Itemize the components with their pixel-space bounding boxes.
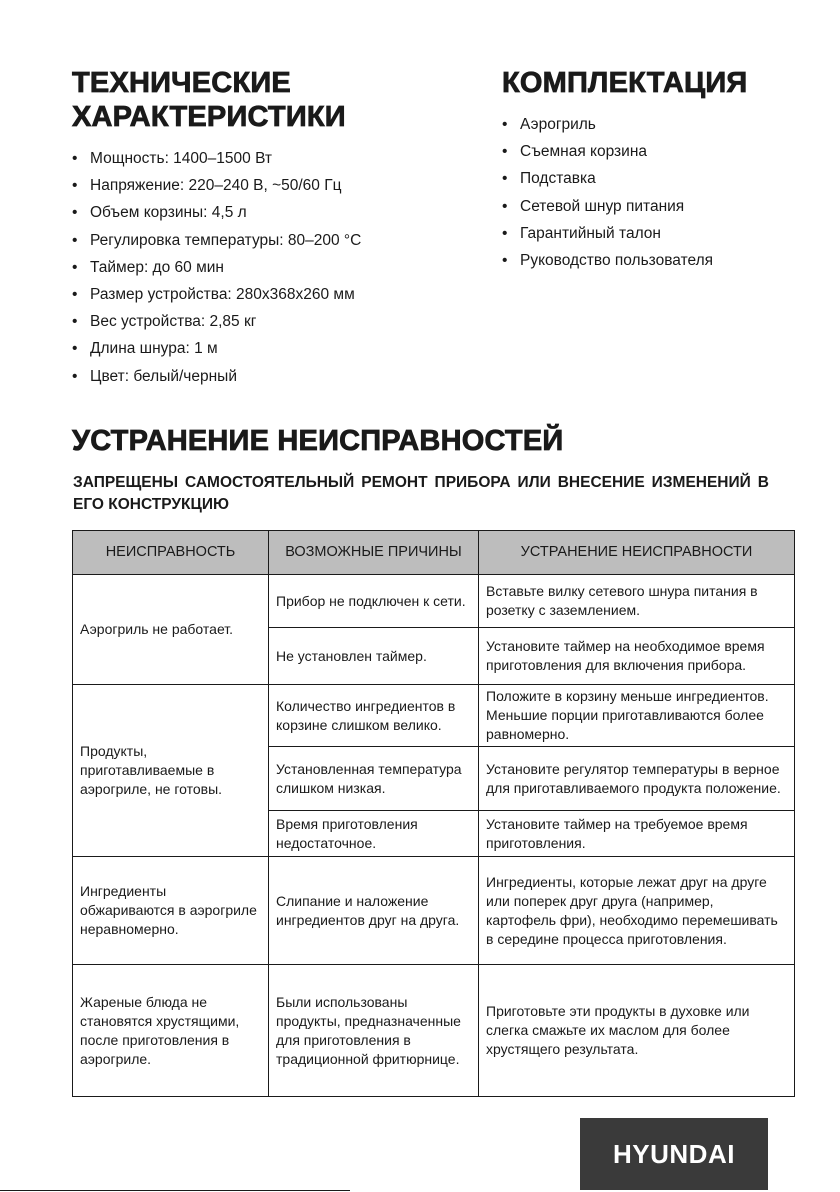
troubleshooting-table: [72, 530, 795, 1097]
specs-item: • Длина шнура: 1 м: [72, 335, 361, 362]
solution-cell: Установите регулятор температуры в верное для приготавливаемого продукта положение.: [479, 747, 795, 811]
table-row: [73, 685, 795, 747]
troubleshooting-title: УСТРАНЕНИЕ НЕИСПРАВНОСТЕЙ: [72, 425, 564, 457]
table-row: [73, 575, 795, 628]
problem-cell: Продукты, приготавливаемые в аэрогриле, не готовы.: [73, 685, 269, 857]
specs-item: • Размер устройства: 280х368х260 мм: [72, 281, 361, 308]
cause-cell: Были использованы продукты, предназначенные для приготовления в традиционной фритюрнице.: [269, 965, 479, 1097]
header-solution: УСТРАНЕНИЕ НЕИСПРАВНОСТИ: [479, 531, 795, 575]
solution-cell: Вставьте вилку сетевого шнура питания в розетку с заземлением.: [479, 575, 795, 628]
package-item: • Аэрогриль: [502, 111, 713, 138]
footer-divider: [0, 1190, 350, 1191]
specs-title-line2: ХАРАКТЕРИСТИКИ: [72, 101, 346, 133]
cause-cell: Не установлен таймер.: [269, 628, 479, 685]
cause-cell: Количество ингредиентов в корзине слишком велико.: [269, 685, 479, 747]
cause-cell: Установленная температура слишком низкая.: [269, 747, 479, 811]
specs-item: • Цвет: белый/черный: [72, 363, 361, 390]
package-item: • Гарантийный талон: [502, 220, 713, 247]
specs-item: • Объем корзины: 4,5 л: [72, 199, 361, 226]
table-row: [73, 965, 795, 1097]
solution-cell: Положите в корзину меньше ингредиентов. Меньшие порции приготавливаются более равномерно.: [479, 685, 795, 747]
hyundai-logo: HYUNDAI: [580, 1118, 768, 1190]
specs-item: • Вес устройства: 2,85 кг: [72, 308, 361, 335]
repair-warning: ЗАПРЕЩЕНЫ САМОСТОЯТЕЛЬНЫЙ РЕМОНТ ПРИБОРА ИЛИ ВНЕСЕНИЕ ИЗМЕНЕНИЙ В ЕГО КОНСТРУКЦИЮ: [73, 474, 769, 513]
problem-cell: Ингредиенты обжариваются в аэрогриле неравномерно.: [73, 857, 269, 965]
specs-item: • Регулировка температуры: 80–200 °C: [72, 227, 361, 254]
package-item: • Сетевой шнур питания: [502, 193, 713, 220]
header-causes: ВОЗМОЖНЫЕ ПРИЧИНЫ: [269, 531, 479, 575]
package-item: • Подставка: [502, 165, 713, 192]
header-problem: НЕИСПРАВНОСТЬ: [73, 531, 269, 575]
specs-item: • Напряжение: 220–240 В, ~50/60 Гц: [72, 172, 361, 199]
cause-cell: Время приготовления недостаточное.: [269, 811, 479, 857]
table-header-row: [73, 531, 795, 575]
solution-cell: Установите таймер на требуемое время приготовления.: [479, 811, 795, 857]
package-item: • Съемная корзина: [502, 138, 713, 165]
solution-cell: Ингредиенты, которые лежат друг на друге или поперек друг друга (например, картофель фри), необходимо перемешивать в середине процесса приготовления.: [479, 857, 795, 965]
problem-cell: Жареные блюда не становятся хрустящими, после приготовления в аэрогриле.: [73, 965, 269, 1097]
solution-cell: Установите таймер на необходимое время приготовления для включения прибора.: [479, 628, 795, 685]
problem-cell: Аэрогриль не работает.: [73, 575, 269, 685]
specs-item: • Таймер: до 60 мин: [72, 254, 361, 281]
cause-cell: Слипание и наложение ингредиентов друг на друга.: [269, 857, 479, 965]
table-row: [73, 857, 795, 965]
solution-cell: Приготовьте эти продукты в духовке или слегка смажьте их маслом для более хрустящего результата.: [479, 965, 795, 1097]
package-item: • Руководство пользователя: [502, 247, 713, 274]
specs-list: [72, 145, 361, 390]
package-list: [502, 111, 713, 274]
specs-title: [72, 66, 346, 134]
specs-item: • Мощность: 1400–1500 Вт: [72, 145, 361, 172]
cause-cell: Прибор не подключен к сети.: [269, 575, 479, 628]
package-title: КОМПЛЕКТАЦИЯ: [502, 67, 748, 99]
specs-title-line1: ТЕХНИЧЕСКИЕ: [72, 67, 291, 99]
